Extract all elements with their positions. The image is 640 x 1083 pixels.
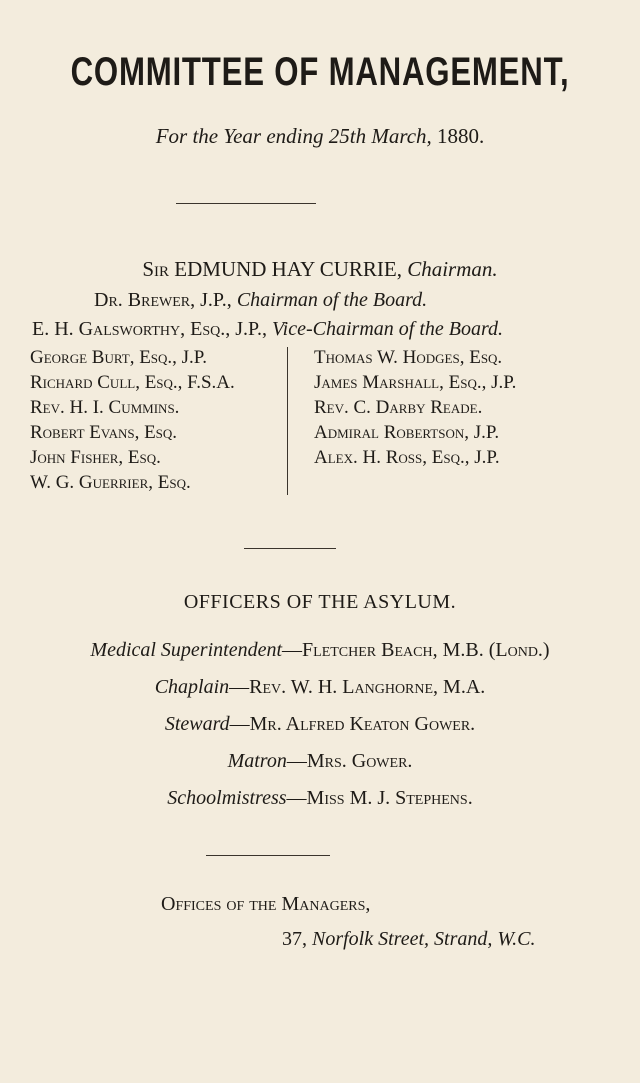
committee-member: Rev. H. I. Cummins. [30, 397, 180, 418]
committee-member: Alex. H. Ross, Esq., J.P. [314, 447, 500, 468]
officer-role: Matron [227, 750, 287, 772]
committee-member: George Burt, Esq., J.P. [30, 347, 208, 368]
subtitle-year: 1880. [437, 124, 485, 148]
officer-name: —Mrs. Gower. [286, 750, 413, 772]
officer-name: —Miss M. J. Stephens. [286, 787, 473, 809]
divider-rule [206, 855, 330, 856]
officer-line [0, 639, 640, 662]
committee-member: Admiral Robertson, J.P. [314, 422, 500, 443]
page-subtitle [0, 124, 640, 149]
officer-role: Medical Superintendent [90, 639, 283, 661]
vice-chairman-line [32, 318, 503, 341]
officer-role: Schoolmistress [167, 787, 287, 809]
officer-name: —Rev. W. H. Langhorne, M.A. [229, 676, 486, 698]
officer-line [0, 713, 640, 736]
committee-member: Richard Cull, Esq., F.S.A. [30, 372, 235, 393]
chairman-role: Chairman. [407, 257, 498, 281]
officers-heading: OFFICERS OF THE ASYLUM. [183, 591, 457, 613]
vice-chairman-name: E. H. Galsworthy, Esq., J.P., [32, 318, 267, 340]
committee-member: John Fisher, Esq. [30, 447, 161, 468]
board-chairman-line [94, 289, 427, 312]
officer-line [0, 750, 640, 773]
committee-member: W. G. Guerrier, Esq. [30, 472, 191, 493]
committee-left-column [30, 345, 235, 495]
offices-address: Norfolk Street, Strand, W.C. [312, 928, 536, 950]
board-chairman-name: Dr. Brewer, J.P., [94, 289, 232, 311]
chairman-name: Sir EDMUND HAY CURRIE, [142, 257, 402, 281]
offices-address-line [282, 928, 536, 951]
officer-line [0, 787, 640, 810]
offices-number: 37, [282, 928, 307, 950]
officer-role: Steward [164, 713, 230, 735]
officer-name: —Fletcher Beach, M.B. (Lond.) [282, 639, 550, 661]
committee-member: Rev. C. Darby Reade. [314, 397, 483, 418]
officer-role: Chaplain [154, 676, 230, 698]
divider-rule [244, 548, 336, 549]
vice-chairman-role: Vice-Chairman of the Board. [271, 318, 504, 340]
committee-member: Robert Evans, Esq. [30, 422, 178, 443]
offices-heading: Offices of the Managers, [161, 893, 371, 915]
committee-member: James Marshall, Esq., J.P. [314, 372, 517, 393]
officer-line [0, 676, 640, 699]
page-title: COMMITTEE OF MANAGEMENT, [70, 50, 570, 94]
committee-right-column [314, 345, 516, 470]
divider-rule [176, 203, 316, 204]
officer-name: —Mr. Alfred Keaton Gower. [229, 713, 476, 735]
subtitle-text: For the Year ending 25th March, [155, 124, 432, 148]
board-chairman-role: Chairman of the Board. [236, 289, 428, 311]
column-divider [287, 347, 288, 495]
committee-member: Thomas W. Hodges, Esq. [314, 347, 503, 368]
chairman-line [0, 257, 640, 282]
